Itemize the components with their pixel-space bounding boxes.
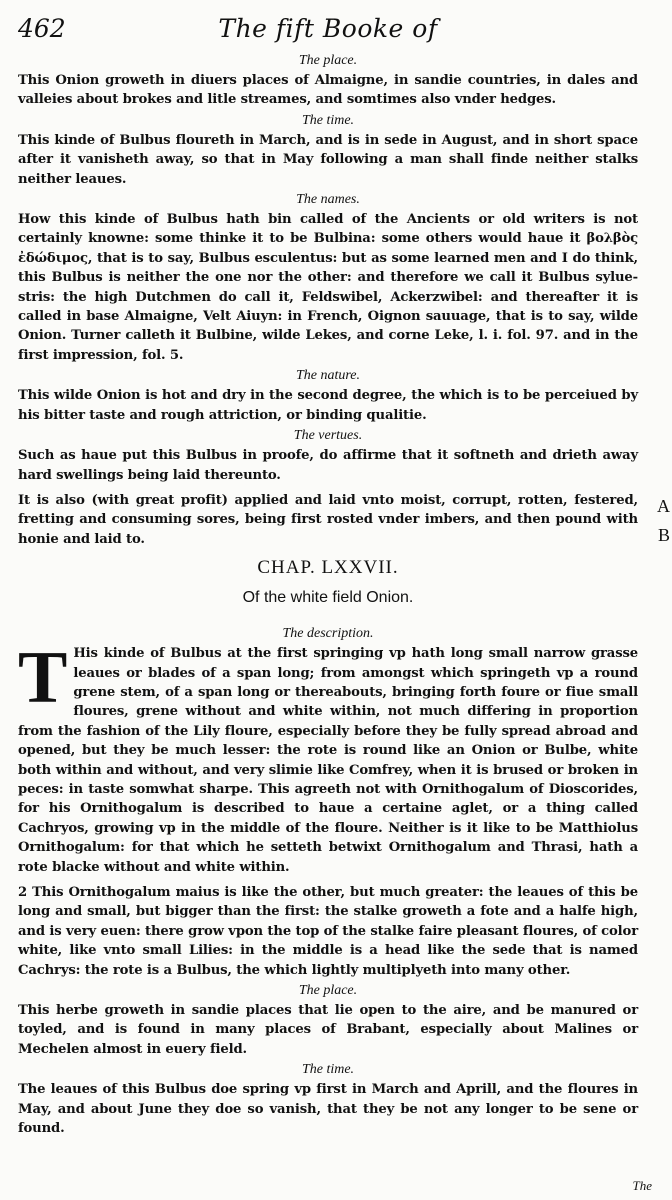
time-heading-2: The time.	[301, 1062, 355, 1078]
running-header	[18, 14, 638, 50]
names-text: How this kinde of Bulbus hath bin called of the Ancients or old writers is not certainly knowne: some thinke it to be Bulbina: some others would haue it βολβὸς ἐδώδιμος, that is to say, Bulbus esculentus: but as some learned men and I do think, this Bulbus is neither the one nor the other: and therefore we call it Bulbus sylue-stris: the high Dutchmen do call it, Feldswibel, Ackerzwibel: and thereafter it is called in base Almaigne, Velt Aiuyn: in French, Oignon sauuage, that is to say, wilde Onion. Turner calleth it Bulbine, wilde Lekes, and corne Leke, l. i. fol. 97. and in the first impression, fol. 5.	[18, 212, 638, 363]
place-text: This Onion groweth in diuers places of Almaigne, in sandie countries, in dales and valleies about brokes and litle streames, and somtimes also vnder hedges.	[18, 73, 638, 108]
chapter-number: CHAP. LXXVII.	[257, 557, 399, 579]
place-heading: The place.	[298, 53, 358, 68]
names-heading: The names.	[296, 192, 360, 208]
nature-heading: The nature.	[295, 368, 361, 384]
vertues-heading: The vertues.	[293, 428, 363, 444]
chapter-title: Of the white field Onion.	[242, 589, 414, 607]
vertues-text-a: Such as haue put this Bulbus in proofe, do affirme that it softneth and drieth away hard swellings being laid thereunto.	[18, 448, 638, 483]
page-number: 462	[18, 14, 66, 43]
book-page	[18, 14, 638, 1138]
catchword: The	[632, 1178, 652, 1193]
margin-letter-b: B	[657, 525, 670, 545]
nature-text: This wilde Onion is hot and dry in the second degree, the which is to be perceiued by his bitter taste and rough attriction, or binding qualitie.	[18, 388, 638, 423]
margin-letter-a: A	[657, 496, 670, 516]
description-text-1: His kinde of Bulbus at the first springing vp hath long small narrow grasse leaues or blades of a span long; from amongst which springeth vp a round grene stem, of a span long or thereabouts, bringing forth foure or fiue small floures, grene without and white within, not much differing in proportion from the fashion of the Lily floure, especially before they be fully spread abroad and opened, but they be much lesser: the rote is round like an Onion or Bulbe, white both within and without, and very slimie like Comfrey, when it is brused or broken in peces: in taste somwhat sharpe. This agreeth not with Ornithogalum of Dioscorides, for his Ornithogalum is described to haue a certaine aglet, or a thing called Cachryos, growing vp in the middle of the floure. Neither is it like to be Matthiolus Ornithogalum: for that which he setteth betwixt Ornithogalum and Thrasi, hath a rote blacke without and white within.	[18, 646, 638, 875]
place-heading-2: The place.	[298, 983, 358, 999]
time-text-2: The leaues of this Bulbus doe spring vp first in March and Aprill, and the floures in May, and about June they doe so vanish, that they be not any longer to be sene or found.	[18, 1082, 638, 1137]
time-text: This kinde of Bulbus floureth in March, and is in sede in August, and in short space after it vanisheth away, so that in May following a man shall finde neither stalks neither leaues.	[18, 132, 638, 187]
drop-cap: T	[18, 637, 68, 720]
description-text-2: 2 This Ornithogalum maius is like the other, but much greater: the leaues of this be long and small, but bigger than the first: the stalke groweth a fote and a halfe high, and is very euen: there grow vpon the top of the stalke faire pleasant floures, of color white, like vnto small Lilies: in the middle is a head like the sede that is named Cachrys: the rote is a Bulbus, the which lightly multiplyeth into many other.	[18, 885, 638, 978]
vertues-text-b: It is also (with great profit) applied and laid vnto moist, corrupt, rotten, festered, fretting and consuming sores, being first rosted vnder imbers, and then pound with honie and laid to.	[18, 492, 638, 547]
place-text-2: This herbe groweth in sandie places that lie open to the aire, and be manured or toyled, and is found in many places of Brabant, especially about Malines or Mechelen almost in euery field.	[18, 1003, 638, 1057]
time-heading: The time.	[301, 112, 355, 128]
running-title: The fift Booke of	[218, 14, 438, 43]
description-heading: The description.	[282, 626, 374, 642]
